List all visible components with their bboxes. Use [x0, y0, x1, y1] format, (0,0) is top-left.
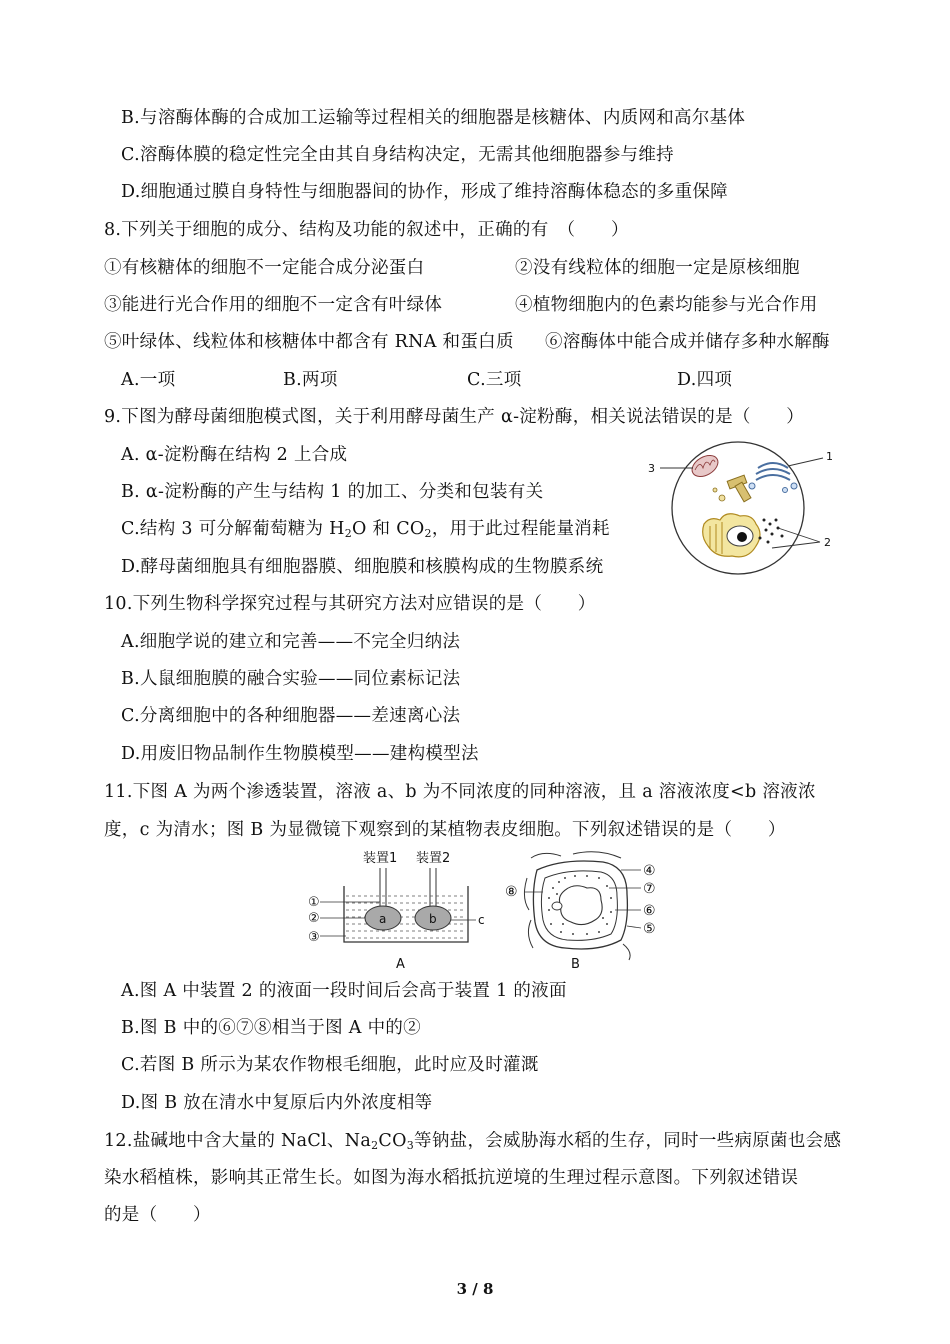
q8-option-b: B.两项	[283, 370, 338, 390]
device2-label: 装置2	[416, 851, 451, 866]
q9-stem: 9.下图为酵母菌细胞模式图，关于利用酵母菌生产 α-淀粉酶，相关说法错误的是（ ）	[104, 407, 805, 427]
q8-option-a: A.一项	[121, 370, 176, 390]
q8-statement-2: ②没有线粒体的细胞一定是原核细胞	[515, 258, 800, 278]
q9-option-d: D.酵母菌细胞具有细胞器膜、细胞膜和核膜构成的生物膜系统	[121, 557, 604, 577]
label-6: ⑥	[643, 903, 656, 919]
water-c-label: c	[478, 913, 485, 927]
q7-option-b: B.与溶酶体酶的合成加工运输等过程相关的细胞器是核糖体、内质网和高尔基体	[121, 108, 746, 128]
q8-statement-3: ③能进行光合作用的细胞不一定含有叶绿体	[104, 295, 443, 315]
label-3: ③	[308, 930, 320, 945]
yeast-label-3: 3	[648, 462, 655, 475]
solution-a-label: a	[379, 912, 387, 926]
page-number: 3 / 8	[456, 1280, 494, 1298]
label-8: ⑧	[505, 884, 518, 900]
yeast-label-1: 1	[826, 450, 833, 463]
label-1: ①	[308, 895, 320, 910]
label-5: ⑤	[643, 921, 656, 937]
label-4: ④	[643, 863, 656, 879]
plant-cell-figure	[503, 848, 673, 978]
er-nucleus-shape	[703, 514, 760, 557]
q12-stem-line1: 12.盐碱地中含大量的 NaCl、$Na_2CO_3$等钠盐，会威胁海水稻的生存，同时一些病原菌也会感	[104, 1131, 842, 1152]
label-2: ②	[308, 911, 320, 926]
yeast-cell-diagram	[648, 438, 848, 578]
q8-option-d: D.四项	[677, 370, 733, 390]
yeast-label-2: 2	[824, 536, 831, 549]
q8-stem: 8.下列关于细胞的成分、结构及功能的叙述中，正确的有 （ ）	[104, 220, 629, 240]
q8-statement-6: ⑥溶酶体中能合成并储存多种水解酶	[545, 332, 830, 352]
q11-option-b: B.图 B 中的⑥⑦⑧相当于图 A 中的②	[121, 1018, 421, 1038]
q12-stem-line3: 的是（ ）	[104, 1205, 211, 1225]
q7-option-d: D.细胞通过膜自身特性与细胞器间的协作，形成了维持溶酶体稳态的多重保障	[121, 182, 728, 202]
q8-option-c: C.三项	[467, 370, 522, 390]
device1-label: 装置1	[363, 851, 398, 866]
q10-option-b: B.人鼠细胞膜的融合实验——同位素标记法	[121, 669, 461, 689]
q9-option-b: B. α-淀粉酶的产生与结构 1 的加工、分类和包装有关	[121, 482, 544, 502]
q10-option-d: D.用废旧物品制作生物膜模型——建构模型法	[121, 744, 479, 764]
q11-stem-line2: 度，c 为清水；图 B 为显微镜下观察到的某植物表皮细胞。下列叙述错误的是（ ）	[104, 820, 786, 840]
q9-option-a: A. α-淀粉酶在结构 2 上合成	[121, 445, 348, 465]
q7-option-c: C.溶酶体膜的稳定性完全由其自身结构决定，无需其他细胞器参与维持	[121, 145, 674, 165]
q11-option-d: D.图 B 放在清水中复原后内外浓度相等	[121, 1093, 433, 1113]
q11-stem-line1: 11.下图 A 为两个渗透装置，溶液 a、b 为不同浓度的同种溶液，且 a 溶液浓度<b 溶液浓	[104, 782, 816, 802]
q10-option-a: A.细胞学说的建立和完善——不完全归纳法	[121, 632, 461, 652]
label-7: ⑦	[643, 881, 656, 897]
osmosis-device-figure	[308, 848, 508, 978]
q10-option-c: C.分离细胞中的各种细胞器——差速离心法	[121, 706, 461, 726]
q10-stem: 10.下列生物科学探究过程与其研究方法对应错误的是（ ）	[104, 594, 596, 614]
q9-option-c: C.结构 3 可分解葡萄糖为 $H_2O$ 和 $CO_2$，用于此过程能量消耗	[121, 519, 610, 540]
solution-b-label: b	[429, 912, 437, 926]
q8-statement-5: ⑤叶绿体、线粒体和核糖体中都含有 RNA 和蛋白质	[104, 332, 514, 352]
q11-option-c: C.若图 B 所示为某农作物根毛细胞，此时应及时灌溉	[121, 1055, 539, 1075]
q11-option-a: A.图 A 中装置 2 的液面一段时间后会高于装置 1 的液面	[121, 981, 567, 1001]
q12-stem-line2: 染水稻植株，影响其正常生长。如图为海水稻抵抗逆境的生理过程示意图。下列叙述错误	[104, 1168, 799, 1188]
q8-statement-4: ④植物细胞内的色素均能参与光合作用	[515, 295, 818, 315]
q8-statement-1: ①有核糖体的细胞不一定能合成分泌蛋白	[104, 258, 425, 278]
figure-a-caption: A	[396, 957, 405, 972]
figure-b-caption: B	[571, 957, 580, 972]
